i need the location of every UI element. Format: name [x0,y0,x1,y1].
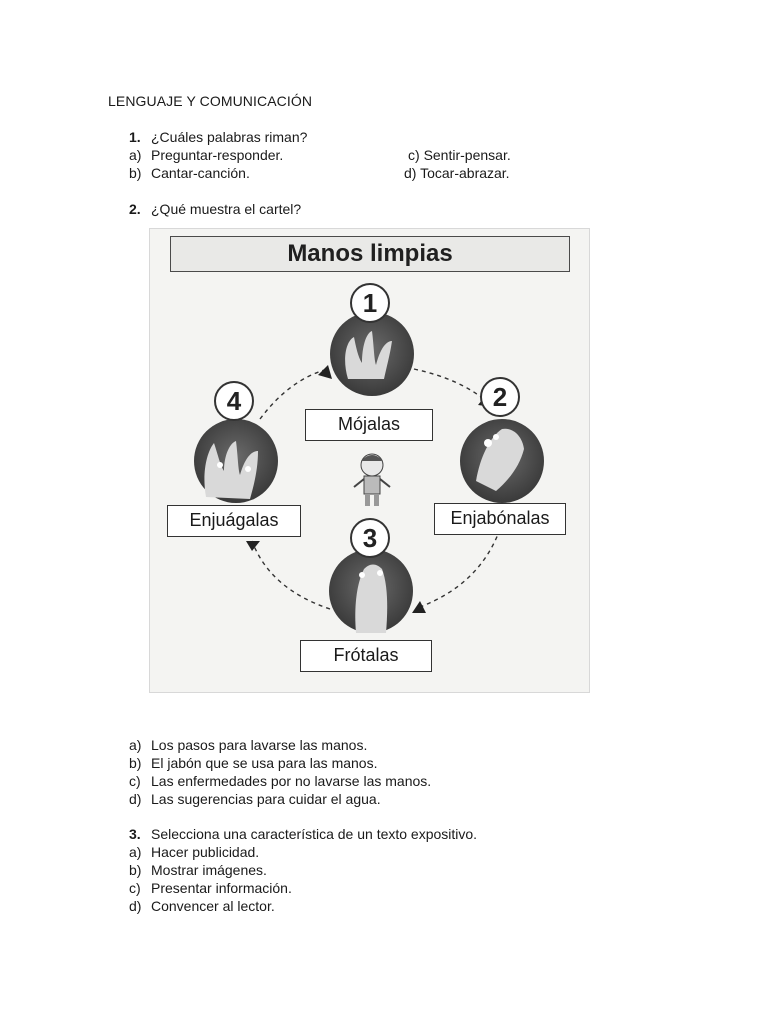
q2-option-a[interactable] [129,736,367,754]
page-heading: LENGUAJE Y COMUNICACIÓN [108,93,313,109]
option-text: Mostrar imágenes. [151,862,267,878]
step-2-number: 2 [480,377,520,417]
option-text: Preguntar-responder. [151,147,284,163]
step-1-illustration [330,312,414,396]
option-letter: d) [129,898,142,914]
question-number: 2. [129,201,141,217]
q3-option-a[interactable] [129,843,259,861]
option-text: El jabón que se usa para las manos. [151,755,378,771]
q1-option-a[interactable] [129,146,283,164]
step-1-label: Mójalas [305,409,433,441]
option-letter: c) [408,147,420,163]
option-letter: a) [129,844,142,860]
step-3-number: 3 [350,518,390,558]
option-text: Las enfermedades por no lavarse las manos. [151,773,432,789]
option-letter: a) [129,737,142,753]
option-letter: c) [129,880,141,896]
option-text: Las sugerencias para cuidar el agua. [151,791,381,807]
option-text: Hacer publicidad. [151,844,260,860]
option-letter: b) [129,165,142,181]
q2-option-b[interactable] [129,754,377,772]
step-2-label: Enjabónalas [434,503,566,535]
q3-option-c[interactable] [129,879,292,897]
step-4-number: 4 [214,381,254,421]
poster-title: Manos limpias [170,236,570,272]
q1-option-d[interactable] [404,164,510,182]
question-1 [129,128,307,146]
option-text: Los pasos para lavarse las manos. [151,737,368,753]
option-letter: a) [129,147,142,163]
question-number: 1. [129,129,141,145]
option-letter: c) [129,773,141,789]
q3-option-b[interactable] [129,861,267,879]
step-3-illustration [329,549,413,633]
q2-option-c[interactable] [129,772,431,790]
question-text: ¿Cuáles palabras riman? [151,129,308,145]
step-3-label: Frótalas [300,640,432,672]
option-letter: b) [129,862,142,878]
q3-option-d[interactable] [129,897,275,915]
q1-option-b[interactable] [129,164,250,182]
question-number: 3. [129,826,141,842]
question-3 [129,825,477,843]
step-1-number: 1 [350,283,390,323]
question-2 [129,200,301,218]
question-text: Selecciona una característica de un texto expositivo. [151,826,478,842]
step-4-illustration [194,419,278,503]
step-2-illustration [460,419,544,503]
q1-option-c[interactable] [408,146,511,164]
option-text: Cantar-canción. [151,165,250,181]
q2-option-d[interactable] [129,790,381,808]
step-4-label: Enjuágalas [167,505,301,537]
child-figure-illustration [354,454,390,506]
option-text: Sentir-pensar. [423,147,511,163]
option-text: Tocar-abrazar. [420,165,510,181]
option-letter: d) [404,165,417,181]
option-letter: b) [129,755,142,771]
option-letter: d) [129,791,142,807]
option-text: Convencer al lector. [151,898,275,914]
option-text: Presentar información. [151,880,292,896]
question-text: ¿Qué muestra el cartel? [151,201,302,217]
